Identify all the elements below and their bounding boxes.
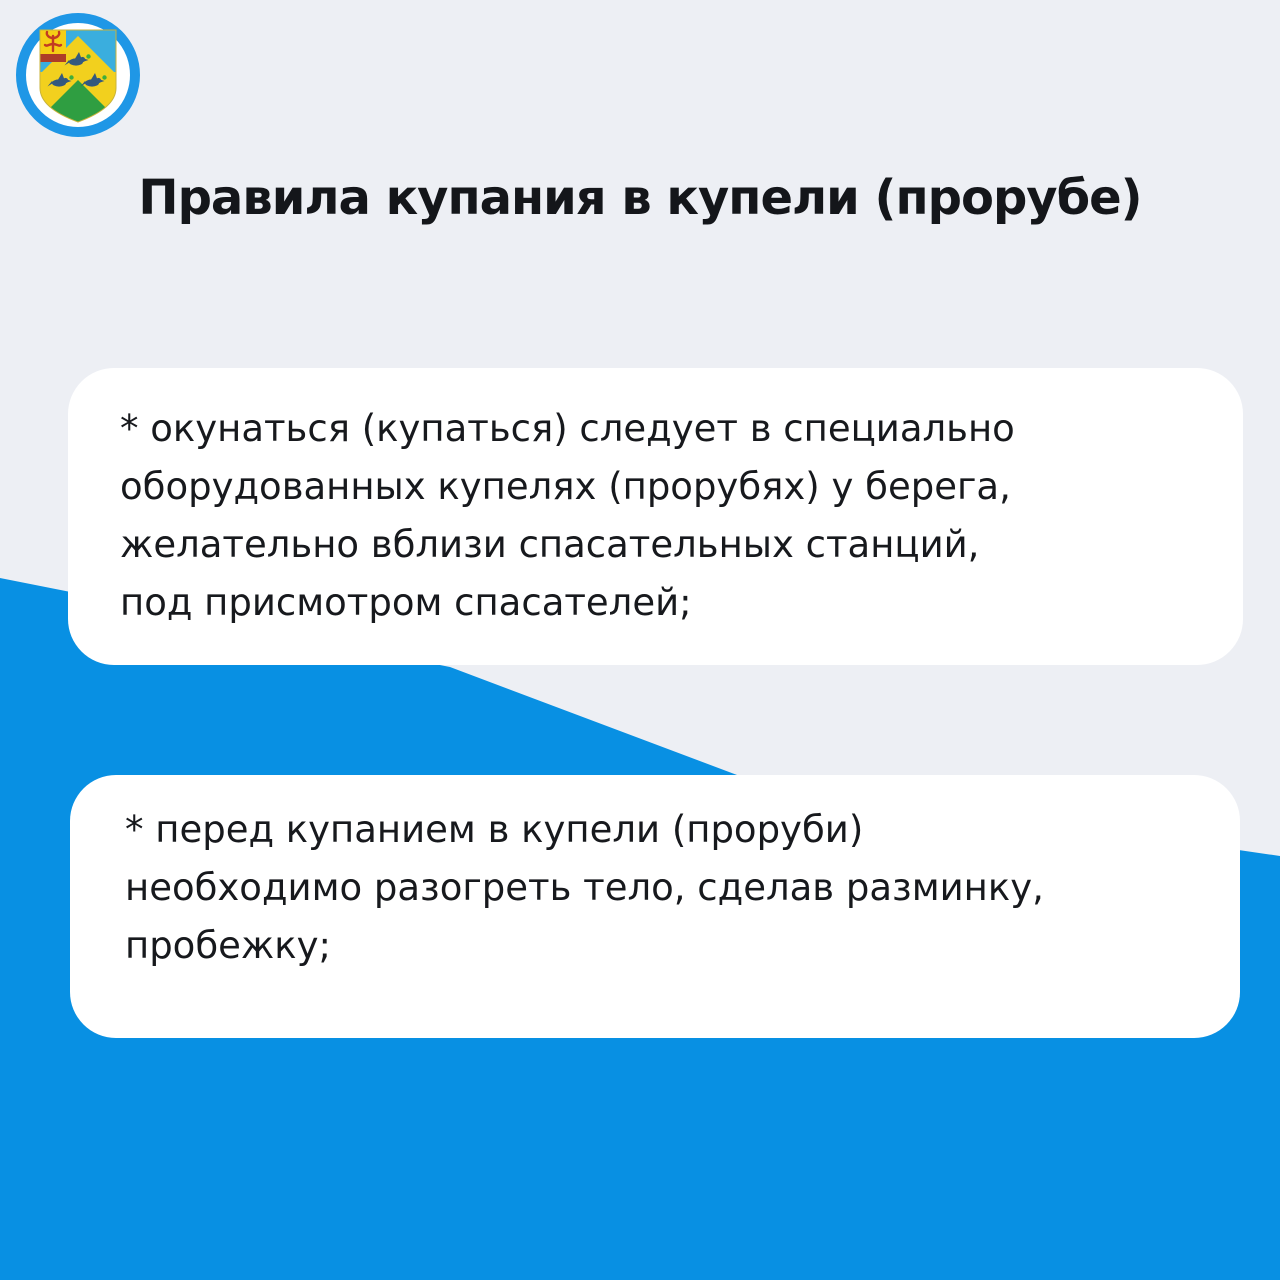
rule-card-2 — [70, 775, 1240, 1038]
rule-text-line: * перед купанием в купели (проруби) — [125, 808, 864, 851]
rule-text-line: оборудованных купелях (прорубях) у берега, — [120, 465, 1011, 508]
rule-text-line: желательно вблизи спасательных станций, — [120, 523, 980, 566]
rule-text-line: под присмотром спасателей; — [120, 581, 692, 624]
page-title: Правила купания в купели (прорубе) — [138, 170, 1142, 226]
municipal-emblem-logo — [16, 13, 140, 137]
rule-text-line: необходимо разогреть тело, сделав разминку, — [125, 866, 1044, 909]
rule-text-line: пробежку; — [125, 924, 331, 967]
rule-card-1 — [68, 368, 1243, 665]
rule-text-line: * окунаться (купаться) следует в специально — [120, 407, 1015, 450]
